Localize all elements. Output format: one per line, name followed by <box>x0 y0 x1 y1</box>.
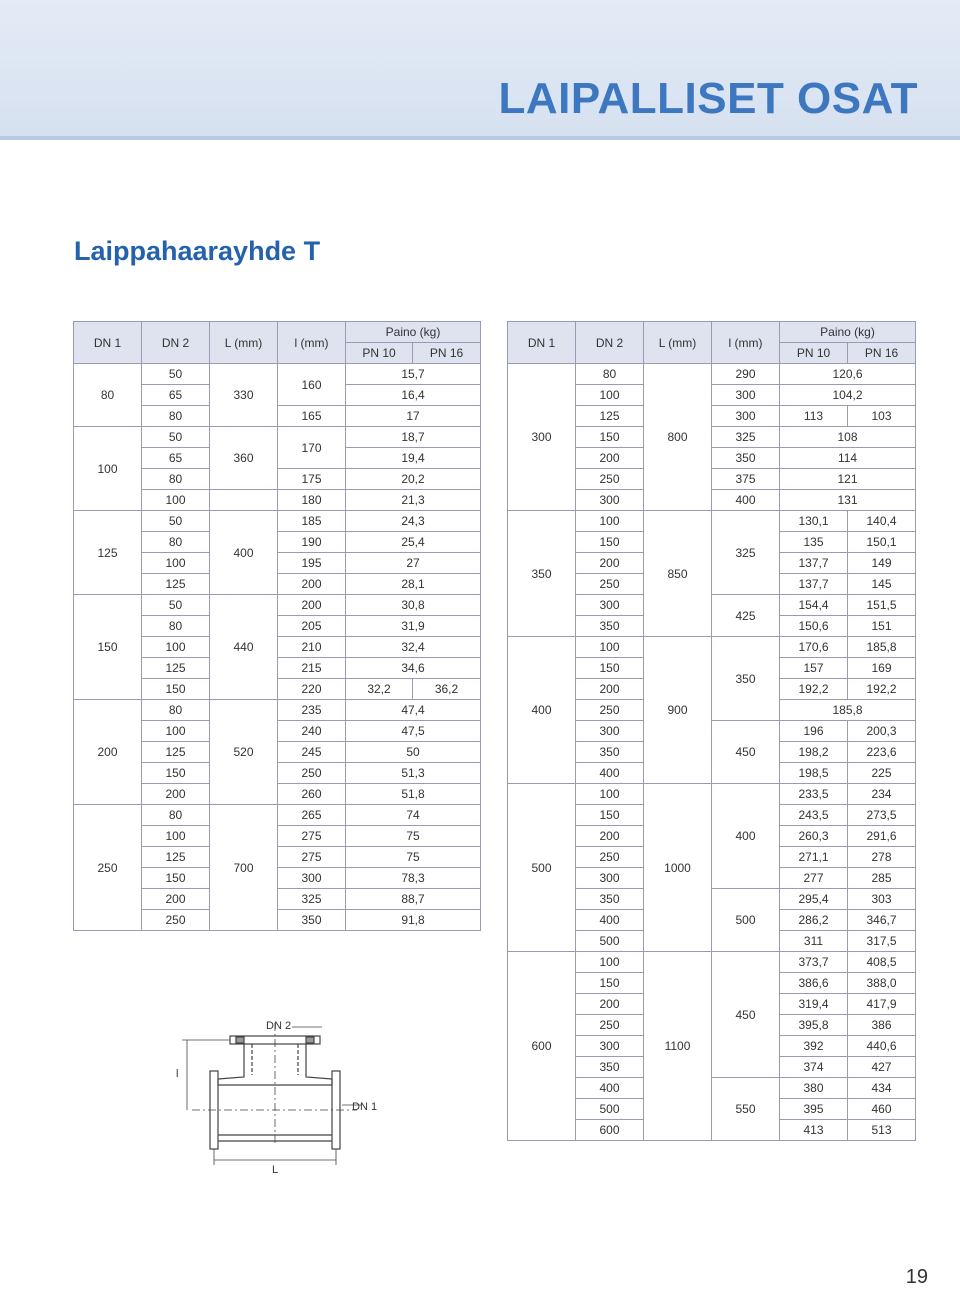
L-cell: 520 <box>210 700 278 805</box>
dn2-cell: 250 <box>576 1015 644 1036</box>
dn2-cell: 100 <box>576 784 644 805</box>
pn10-cell: 392 <box>780 1036 848 1057</box>
weight-cell: 75 <box>346 826 481 847</box>
l-cell: 290 <box>712 364 780 385</box>
L-cell: 360 <box>210 427 278 490</box>
weight-cell: 17 <box>346 406 481 427</box>
l-cell: 250 <box>278 763 346 784</box>
weight-cell: 50 <box>346 742 481 763</box>
pn16-cell: 185,8 <box>848 637 916 658</box>
header-weight: Paino (kg) <box>346 322 481 343</box>
weight-cell: 27 <box>346 553 481 574</box>
table-row <box>508 511 916 532</box>
pn10-cell: 413 <box>780 1120 848 1141</box>
l-cell: 350 <box>712 637 780 721</box>
weight-cell: 121 <box>780 469 916 490</box>
header-L: L (mm) <box>644 322 712 364</box>
l-cell: 195 <box>278 553 346 574</box>
L-cell: 850 <box>644 511 712 637</box>
weight-cell: 108 <box>780 427 916 448</box>
pn10-cell: 395 <box>780 1099 848 1120</box>
l-cell: 275 <box>278 826 346 847</box>
dn2-cell: 100 <box>142 826 210 847</box>
pn16-cell: 303 <box>848 889 916 910</box>
header-pn16: PN 16 <box>848 343 916 364</box>
l-cell: 205 <box>278 616 346 637</box>
l-cell: 190 <box>278 532 346 553</box>
dn2-cell: 200 <box>576 553 644 574</box>
dn2-cell: 200 <box>576 679 644 700</box>
l-cell: 245 <box>278 742 346 763</box>
weight-cell: 88,7 <box>346 889 481 910</box>
l-cell: 175 <box>278 469 346 490</box>
l-cell: 170 <box>278 427 346 469</box>
weight-cell: 25,4 <box>346 532 481 553</box>
dn2-cell: 150 <box>576 973 644 994</box>
pn10-cell: 373,7 <box>780 952 848 973</box>
dn1-cell: 125 <box>74 511 142 595</box>
pn10-cell: 295,4 <box>780 889 848 910</box>
dn2-cell: 300 <box>576 1036 644 1057</box>
header-dn2: DN 2 <box>142 322 210 364</box>
table-row <box>74 595 481 616</box>
dn1-cell: 300 <box>508 364 576 511</box>
dn2-cell: 100 <box>576 637 644 658</box>
page-title: LAIPALLISET OSAT <box>498 74 918 123</box>
page-number: 19 <box>905 1266 928 1288</box>
dn2-cell: 600 <box>576 1120 644 1141</box>
pn10-cell: 380 <box>780 1078 848 1099</box>
pn16-cell: 460 <box>848 1099 916 1120</box>
weight-cell: 18,7 <box>346 427 481 448</box>
dn2-cell: 350 <box>576 889 644 910</box>
dn2-cell: 300 <box>576 868 644 889</box>
L-cell: 440 <box>210 595 278 700</box>
pn16-cell: 151,5 <box>848 595 916 616</box>
dn1-label: DN 1 <box>352 1101 378 1113</box>
pn16-cell: 151 <box>848 616 916 637</box>
dn1-cell: 100 <box>74 427 142 511</box>
weight-cell: 51,3 <box>346 763 481 784</box>
dn2-cell: 200 <box>142 889 210 910</box>
dn2-cell: 100 <box>142 721 210 742</box>
weight-cell: 19,4 <box>346 448 481 469</box>
l-cell: 160 <box>278 364 346 406</box>
header-dn1: DN 1 <box>508 322 576 364</box>
pn10-cell: 130,1 <box>780 511 848 532</box>
dn2-cell: 400 <box>576 763 644 784</box>
weight-cell: 21,3 <box>346 490 481 511</box>
l-cell: 375 <box>712 469 780 490</box>
table-row <box>508 952 916 973</box>
pn10-cell: 243,5 <box>780 805 848 826</box>
l-cell: 235 <box>278 700 346 721</box>
dn1-cell: 150 <box>74 595 142 700</box>
dn2-cell: 125 <box>142 574 210 595</box>
dn2-cell: 250 <box>576 574 644 595</box>
l-cell: 240 <box>278 721 346 742</box>
pn10-cell: 271,1 <box>780 847 848 868</box>
L-cell-empty <box>210 490 278 511</box>
dn2-cell: 100 <box>142 637 210 658</box>
table-row <box>508 364 916 385</box>
l-label: l <box>176 1068 179 1080</box>
weight-cell: 120,6 <box>780 364 916 385</box>
dn2-cell: 300 <box>576 595 644 616</box>
weight-cell: 104,2 <box>780 385 916 406</box>
header-dn1: DN 1 <box>74 322 142 364</box>
header-dn2: DN 2 <box>576 322 644 364</box>
l-cell: 200 <box>278 595 346 616</box>
weight-cell: 47,4 <box>346 700 481 721</box>
l-cell: 210 <box>278 637 346 658</box>
weight-cell: 185,8 <box>780 700 916 721</box>
dn2-cell: 350 <box>576 742 644 763</box>
header-pn16: PN 16 <box>413 343 481 364</box>
weight-cell: 114 <box>780 448 916 469</box>
dn2-cell: 300 <box>576 721 644 742</box>
dn1-cell: 400 <box>508 637 576 784</box>
dn2-cell: 50 <box>142 595 210 616</box>
pn16-cell: 200,3 <box>848 721 916 742</box>
section-title: Laippahaarayhde T <box>74 236 321 266</box>
l-cell: 260 <box>278 784 346 805</box>
dn1-cell: 80 <box>74 364 142 427</box>
pn10-cell: 319,4 <box>780 994 848 1015</box>
dn2-label: DN 2 <box>266 1020 292 1032</box>
dn1-cell: 600 <box>508 952 576 1141</box>
pn16-cell: 417,9 <box>848 994 916 1015</box>
l-cell: 275 <box>278 847 346 868</box>
pn16-cell: 273,5 <box>848 805 916 826</box>
pn10-cell: 374 <box>780 1057 848 1078</box>
dn2-cell: 350 <box>576 616 644 637</box>
weight-cell: 16,4 <box>346 385 481 406</box>
l-cell: 300 <box>712 406 780 427</box>
dn2-cell: 65 <box>142 385 210 406</box>
weight-cell: 91,8 <box>346 910 481 931</box>
pn10-cell: 198,5 <box>780 763 848 784</box>
L-cell: 400 <box>210 511 278 595</box>
dn2-cell: 150 <box>142 868 210 889</box>
dn2-cell: 125 <box>142 847 210 868</box>
L-cell: 900 <box>644 637 712 784</box>
dn2-cell: 80 <box>142 532 210 553</box>
pn16-cell: 278 <box>848 847 916 868</box>
L-cell: 700 <box>210 805 278 931</box>
dn2-cell: 500 <box>576 1099 644 1120</box>
dn1-cell: 250 <box>74 805 142 931</box>
l-cell: 500 <box>712 889 780 952</box>
l-cell: 300 <box>278 868 346 889</box>
l-cell: 450 <box>712 721 780 784</box>
pn16-cell: 150,1 <box>848 532 916 553</box>
L-cell: 1000 <box>644 784 712 952</box>
dn2-cell: 200 <box>576 826 644 847</box>
dn2-cell: 500 <box>576 931 644 952</box>
dimension-table-left <box>73 321 481 931</box>
l-cell: 180 <box>278 490 346 511</box>
dn2-cell: 100 <box>576 511 644 532</box>
dn2-cell: 350 <box>576 1057 644 1078</box>
weight-cell: 74 <box>346 805 481 826</box>
pn16-cell: 285 <box>848 868 916 889</box>
table-row <box>74 427 481 448</box>
pn16-cell: 440,6 <box>848 1036 916 1057</box>
dn1-cell: 200 <box>74 700 142 805</box>
dn2-cell: 250 <box>142 910 210 931</box>
table-row <box>74 805 481 826</box>
dn2-cell: 80 <box>142 406 210 427</box>
pn10-cell: 170,6 <box>780 637 848 658</box>
dn2-cell: 80 <box>142 616 210 637</box>
pn10-cell: 395,8 <box>780 1015 848 1036</box>
pn16-cell: 434 <box>848 1078 916 1099</box>
pn10-cell: 311 <box>780 931 848 952</box>
dn2-cell: 80 <box>142 469 210 490</box>
bolt-mark <box>306 1037 314 1043</box>
pn10-cell: 196 <box>780 721 848 742</box>
dn2-cell: 200 <box>576 994 644 1015</box>
pn10-cell: 135 <box>780 532 848 553</box>
header-weight: Paino (kg) <box>780 322 916 343</box>
l-cell: 325 <box>712 511 780 595</box>
weight-cell: 34,6 <box>346 658 481 679</box>
pn16-cell: 36,2 <box>413 679 481 700</box>
table-row <box>74 511 481 532</box>
pn10-cell: 192,2 <box>780 679 848 700</box>
L-cell: 1100 <box>644 952 712 1141</box>
l-cell: 220 <box>278 679 346 700</box>
l-cell: 425 <box>712 595 780 637</box>
tee-fitting-drawing <box>172 1015 402 1175</box>
pn10-cell: 150,6 <box>780 616 848 637</box>
header-l: l (mm) <box>278 322 346 364</box>
dn2-cell: 150 <box>576 532 644 553</box>
l-cell: 550 <box>712 1078 780 1141</box>
l-cell: 265 <box>278 805 346 826</box>
header-pn10: PN 10 <box>780 343 848 364</box>
pn16-cell: 145 <box>848 574 916 595</box>
pn10-cell: 137,7 <box>780 574 848 595</box>
dn1-cell: 500 <box>508 784 576 952</box>
pn16-cell: 223,6 <box>848 742 916 763</box>
dn2-cell: 125 <box>142 658 210 679</box>
dn2-cell: 100 <box>576 952 644 973</box>
dn2-cell: 150 <box>142 763 210 784</box>
dn2-cell: 100 <box>142 553 210 574</box>
l-cell: 325 <box>278 889 346 910</box>
pn10-cell: 32,2 <box>346 679 413 700</box>
pn16-cell: 169 <box>848 658 916 679</box>
dn2-cell: 50 <box>142 364 210 385</box>
weight-cell: 24,3 <box>346 511 481 532</box>
dn2-cell: 250 <box>576 847 644 868</box>
pn10-cell: 137,7 <box>780 553 848 574</box>
weight-cell: 75 <box>346 847 481 868</box>
header-l: l (mm) <box>712 322 780 364</box>
pn10-cell: 277 <box>780 868 848 889</box>
dn2-cell: 100 <box>142 490 210 511</box>
L-cell: 800 <box>644 364 712 511</box>
weight-cell: 51,8 <box>346 784 481 805</box>
L-cell: 330 <box>210 364 278 427</box>
pn16-cell: 234 <box>848 784 916 805</box>
weight-cell: 31,9 <box>346 616 481 637</box>
pn16-cell: 140,4 <box>848 511 916 532</box>
pn10-cell: 113 <box>780 406 848 427</box>
weight-cell: 30,8 <box>346 595 481 616</box>
dn2-cell: 150 <box>142 679 210 700</box>
pn10-cell: 157 <box>780 658 848 679</box>
dn1-cell: 350 <box>508 511 576 637</box>
pn16-cell: 386 <box>848 1015 916 1036</box>
l-cell: 185 <box>278 511 346 532</box>
l-cell: 450 <box>712 952 780 1078</box>
table-row <box>74 700 481 721</box>
dn2-cell: 125 <box>576 406 644 427</box>
l-cell: 400 <box>712 490 780 511</box>
dn2-cell: 250 <box>576 700 644 721</box>
dn2-cell: 80 <box>142 700 210 721</box>
bolt-mark <box>236 1037 244 1043</box>
pn16-cell: 513 <box>848 1120 916 1141</box>
l-cell: 215 <box>278 658 346 679</box>
dn2-cell: 150 <box>576 427 644 448</box>
pn16-cell: 225 <box>848 763 916 784</box>
table-row <box>508 637 916 658</box>
dn2-cell: 150 <box>576 658 644 679</box>
table-row <box>74 364 481 385</box>
dn2-cell: 200 <box>576 448 644 469</box>
dn2-cell: 150 <box>576 805 644 826</box>
pn16-cell: 103 <box>848 406 916 427</box>
dn2-cell: 200 <box>142 784 210 805</box>
pn16-cell: 192,2 <box>848 679 916 700</box>
dn2-cell: 125 <box>142 742 210 763</box>
weight-cell: 20,2 <box>346 469 481 490</box>
dn2-cell: 250 <box>576 469 644 490</box>
pn10-cell: 154,4 <box>780 595 848 616</box>
pn10-cell: 386,6 <box>780 973 848 994</box>
l-cell: 350 <box>278 910 346 931</box>
weight-cell: 15,7 <box>346 364 481 385</box>
dn2-cell: 50 <box>142 511 210 532</box>
dn2-cell: 65 <box>142 448 210 469</box>
pn10-cell: 260,3 <box>780 826 848 847</box>
pn16-cell: 149 <box>848 553 916 574</box>
pn16-cell: 427 <box>848 1057 916 1078</box>
pn16-cell: 317,5 <box>848 931 916 952</box>
l-cell: 165 <box>278 406 346 427</box>
l-cell: 350 <box>712 448 780 469</box>
pn16-cell: 346,7 <box>848 910 916 931</box>
dn2-cell: 300 <box>576 490 644 511</box>
dn2-cell: 80 <box>142 805 210 826</box>
pn16-cell: 291,6 <box>848 826 916 847</box>
pn10-cell: 198,2 <box>780 742 848 763</box>
table-row <box>508 784 916 805</box>
l-cell: 200 <box>278 574 346 595</box>
L-label: L <box>272 1164 279 1175</box>
l-cell: 325 <box>712 427 780 448</box>
l-cell: 300 <box>712 385 780 406</box>
dimension-table-right <box>507 321 916 1141</box>
weight-cell: 78,3 <box>346 868 481 889</box>
weight-cell: 32,4 <box>346 637 481 658</box>
l-cell: 400 <box>712 784 780 889</box>
header-L: L (mm) <box>210 322 278 364</box>
dn2-cell: 100 <box>576 385 644 406</box>
pn16-cell: 408,5 <box>848 952 916 973</box>
weight-cell: 47,5 <box>346 721 481 742</box>
dn2-cell: 80 <box>576 364 644 385</box>
pn16-cell: 388,0 <box>848 973 916 994</box>
pn10-cell: 233,5 <box>780 784 848 805</box>
dn2-cell: 50 <box>142 427 210 448</box>
pn10-cell: 286,2 <box>780 910 848 931</box>
dn2-cell: 400 <box>576 910 644 931</box>
header-pn10: PN 10 <box>346 343 413 364</box>
weight-cell: 28,1 <box>346 574 481 595</box>
dn2-cell: 400 <box>576 1078 644 1099</box>
weight-cell: 131 <box>780 490 916 511</box>
